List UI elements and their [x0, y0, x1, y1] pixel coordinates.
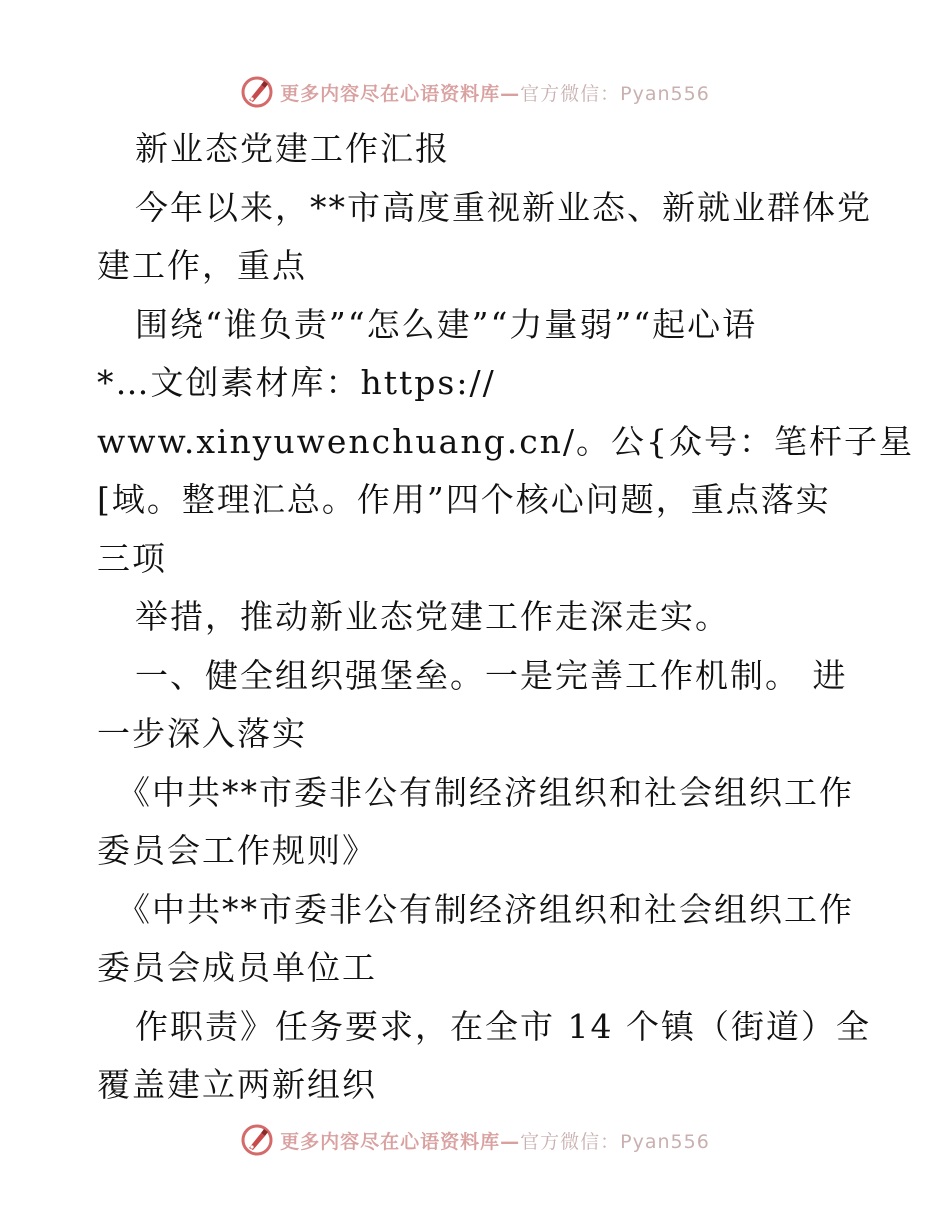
paragraph-line: 三项 [97, 538, 167, 578]
paragraph-line: 委员会工作规则》 [97, 831, 377, 870]
fountain-pen-logo-icon [240, 1123, 274, 1157]
section-heading-line: 一、健全组织强堡垒。一是完善工作机制。 进 [135, 655, 848, 695]
paragraph-line: www.xinyuwenchuang.cn/。公{众号：笔杆子星 [97, 421, 915, 461]
footer-watermark [0, 1120, 950, 1160]
paragraph-line: 一步深入落实 [97, 714, 307, 753]
paragraph-line: [域。整理汇总。作用”四个核心问题，重点落实 [97, 480, 831, 519]
paragraph-line: *…文创素材库：https:// [97, 363, 496, 402]
document-body [97, 120, 915, 1115]
paragraph-line: 建工作，重点 [97, 246, 307, 285]
paragraph-line: 围绕“谁负责”“怎么建”“力量弱”“起心语 [135, 304, 758, 344]
watermark-text: 更多内容尽在心语资料库—官方微信：Pyan556 [280, 82, 710, 105]
paragraph-line: 《中共**市委非公有制经济组织和社会组织工作 [117, 772, 854, 812]
paragraph-line: 举措，推动新业态党建工作走深走实。 [135, 597, 730, 636]
watermark-text: 更多内容尽在心语资料库—官方微信：Pyan556 [280, 1130, 710, 1153]
paragraph-line: 《中共**市委非公有制经济组织和社会组织工作 [117, 889, 854, 929]
paragraph-line: 覆盖建立两新组织 [97, 1065, 377, 1104]
paragraph-line: 今年以来，**市高度重视新业态、新就业群体党 [135, 187, 872, 227]
paragraph-line: 委员会成员单位工 [97, 948, 377, 987]
fountain-pen-logo-icon [240, 75, 274, 109]
paragraph-line: 作职责》任务要求，在全市 14 个镇（街道）全 [135, 1006, 871, 1046]
header-watermark [0, 72, 950, 112]
document-title: 新业态党建工作汇报 [135, 129, 450, 168]
